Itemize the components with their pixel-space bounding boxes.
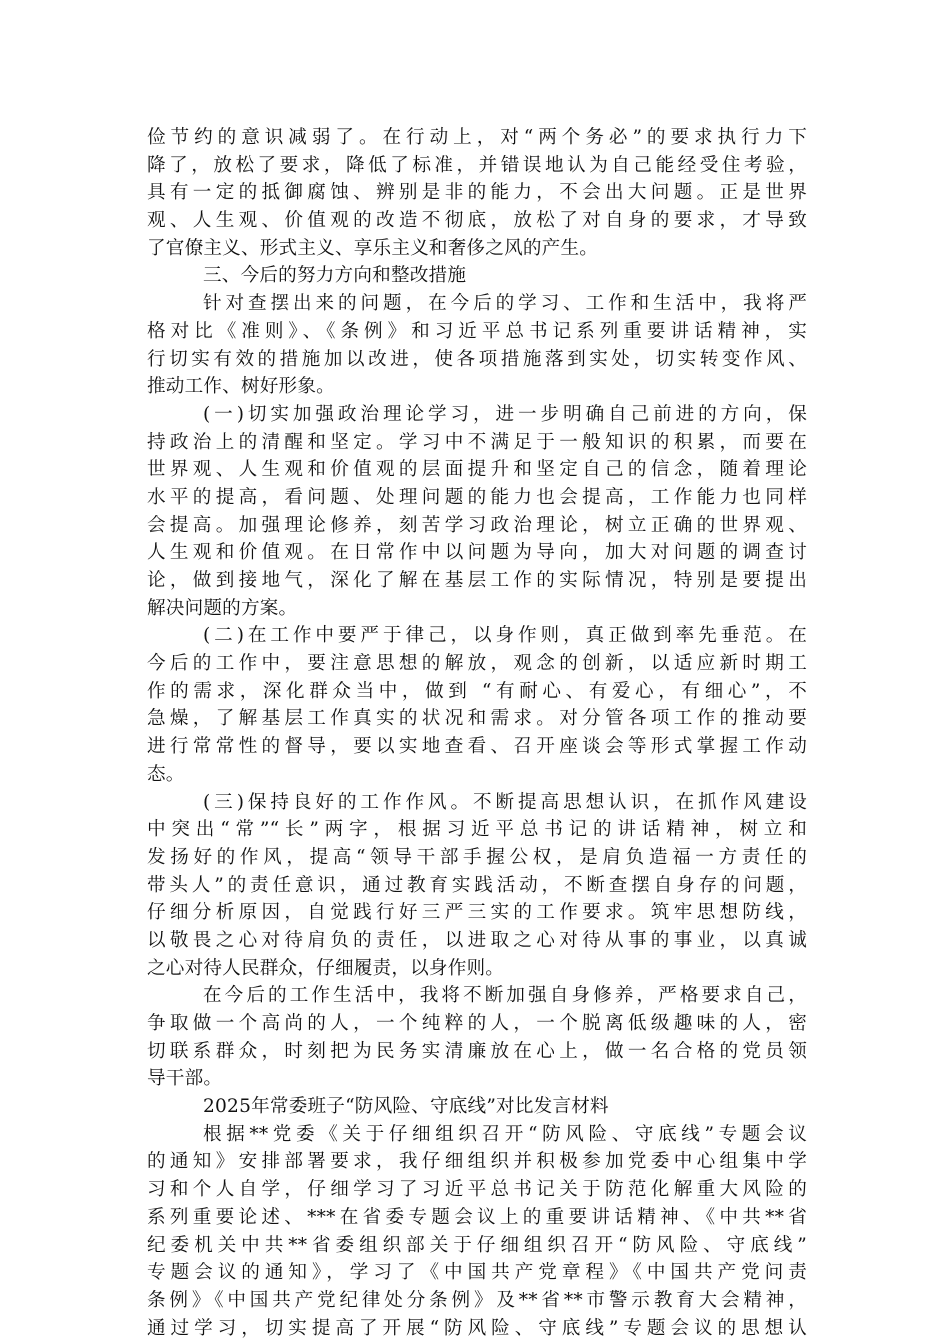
text-line: 条例》《中国共产党纪律处分条例》及**省**市警示教育大会精神， xyxy=(147,1289,807,1311)
text-line: 会提高。加强理论修养，刻苦学习政治理论，树立正确的世界观、 xyxy=(147,514,807,536)
text-line: 论，做到接地气，深化了解在基层工作的实际情况，特别是要提出 xyxy=(147,570,807,591)
text-line: 导干部。 xyxy=(147,1068,223,1090)
text-line: 仔细分析原因，自觉践行好三严三实的工作要求。筑牢思想防线， xyxy=(147,902,807,924)
document-page xyxy=(147,124,807,1342)
text-line: 根据**党委《关于仔细组织召开“防风险、守底线”专题会议 xyxy=(203,1123,807,1145)
text-line: 以敬畏之心对待肩负的责任，以进取之心对待从事的事业，以真诚 xyxy=(147,929,807,951)
text-line: 系列重要论述、***在省委专题会议上的重要讲话精神、《中共**省 xyxy=(147,1206,807,1228)
text-line: 了官僚主义、形式主义、享乐主义和奢侈之风的产生。 xyxy=(147,237,599,259)
text-line: 人生观和价值观。在日常作中以问题为导向，加大对问题的调查讨 xyxy=(147,542,807,564)
text-line: 纪委机关中共**省委组织部关于仔细组织召开“防风险、守底线” xyxy=(147,1234,807,1256)
text-line: (二)在工作中要严于律己，以身作则，真正做到率先垂范。在 xyxy=(203,625,807,647)
text-line: 的通知》安排部署要求，我仔细组织并积极参加党委中心组集中学 xyxy=(147,1151,807,1173)
text-line: (一)切实加强政治理论学习，进一步明确自己前进的方向，保 xyxy=(203,403,807,425)
text-line: 今后的工作中，要注意思想的解放，观念的创新，以适应新时期工 xyxy=(147,653,807,675)
text-line: 降了，放松了要求，降低了标准，并错误地认为自己能经受住考验， xyxy=(147,154,807,176)
text-line: 三、今后的努力方向和整改措施 xyxy=(203,265,467,287)
text-line: 发扬好的作风，提高“领导干部手握公权，是肩负造福一方责任的 xyxy=(147,846,807,868)
text-line: 解决问题的方案。 xyxy=(147,597,298,619)
text-line: 在今后的工作生活中，我将不断加强自身修养，严格要求自己， xyxy=(203,985,807,1007)
text-line: 带头人”的责任意识，通过教育实践活动，不断查摆自身存的问题， xyxy=(147,874,807,896)
text-line: 态。 xyxy=(147,763,185,785)
text-line: 习和个人自学，仔细学习了习近平总书记关于防范化解重大风险的 xyxy=(147,1179,807,1201)
text-line: 行切实有效的措施加以改进，使各项措施落到实处，切实转变作风、 xyxy=(147,348,807,370)
text-line: 中突出“常”“长”两字，根据习近平总书记的讲话精神，树立和 xyxy=(147,819,807,841)
text-line: 观、人生观、价值观的改造不彻底，放松了对自身的要求，才导致 xyxy=(147,210,807,232)
text-line: 之心对待人民群众，仔细履责，以身作则。 xyxy=(147,957,505,979)
text-line: 专题会议的通知》，学习了《中国共产党章程》《中国共产党问责 xyxy=(147,1262,807,1284)
text-line: 具有一定的抵御腐蚀、辨别是非的能力，不会出大问题。正是世界 xyxy=(147,182,807,204)
text-line: 俭节约的意识减弱了。在行动上，对“两个务必”的要求执行力下 xyxy=(147,127,807,148)
text-line: 推动工作、树好形象。 xyxy=(147,376,335,398)
text-line: 争取做一个高尚的人，一个纯粹的人，一个脱离低级趣味的人，密 xyxy=(147,1013,807,1034)
text-line: 针对查摆出来的问题，在今后的学习、工作和生活中，我将严 xyxy=(203,293,807,315)
text-line: 持政治上的清醒和坚定。学习中不满足于一般知识的积累，而要在 xyxy=(147,431,807,453)
text-line: 作的需求，深化群众当中，做到 “有耐心、有爱心，有细心”，不 xyxy=(147,680,807,702)
text-line: 通过学习，切实提高了开展“防风险、守底线”专题会议的思想认 xyxy=(147,1317,807,1339)
text-line: 急燥，了解基层工作真实的状况和需求。对分管各项工作的推动要 xyxy=(147,708,807,730)
text-line: 水平的提高，看问题、处理问题的能力也会提高，工作能力也同样 xyxy=(147,486,807,508)
text-line: 格对比《准则》、《条例》和习近平总书记系列重要讲话精神，实 xyxy=(147,320,807,342)
text-line: (三)保持良好的工作作风。不断提高思想认识，在抓作风建设 xyxy=(203,791,807,813)
text-line: 进行常常性的督导，要以实地查看、召开座谈会等形式掌握工作动 xyxy=(147,736,807,758)
text-line: 2025年常委班子“防风险、守底线”对比发言材料 xyxy=(203,1096,609,1118)
text-line: 世界观、人生观和价值观的层面提升和坚定自己的信念，随着理论 xyxy=(147,459,807,481)
text-line: 切联系群众，时刻把为民务实清廉放在心上，做一名合格的党员领 xyxy=(147,1040,807,1062)
